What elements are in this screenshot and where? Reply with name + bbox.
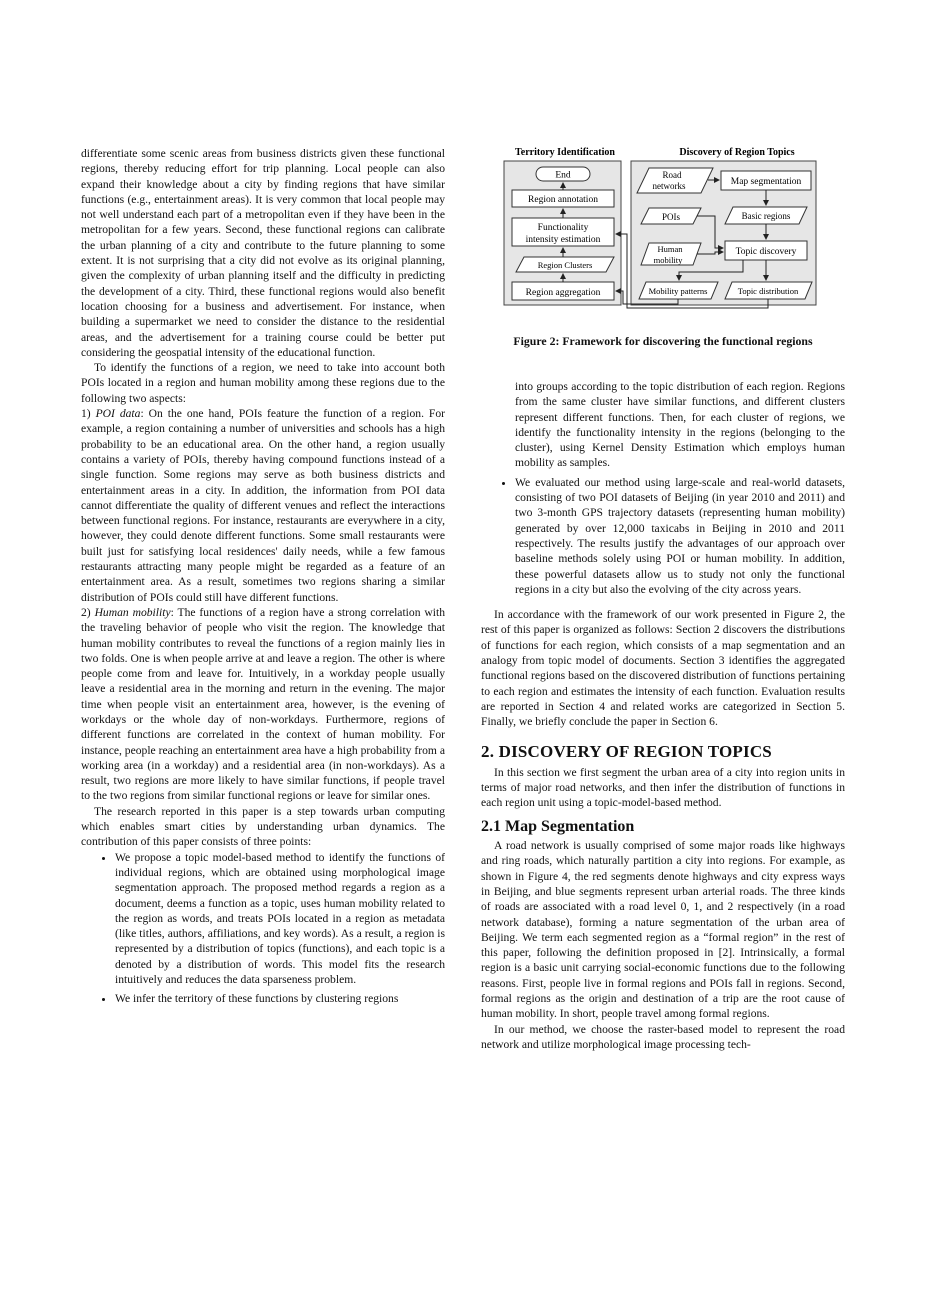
poi-data-text: : On the one hand, POIs feature the function of a region. For example, a region containing a number of universities and schools has a high probability to be an educational area. On the other hand, a region usually contains a variety of POIs, thereby having compound functions instead of a single function. Some regions may serve as both business districts and entertainment areas in a city. In addition, the information from POI data cannot differentiate the quality of different venues and reflect the interactions between functional regions. For instance, restaurants are everywhere in a city, however, they could denote different functions. Some small restaurants were built just for satisfying local residences' daily needs, while a few famous restaurants attracting many people might be regarded as a feature of an entertainment area. As a result, sometimes two regions sharing a similar distribution of POIs could still have different functions. <box>81 407 446 604</box>
topic-discovery-label: Topic discovery <box>735 247 797 257</box>
road-networks-label-2: networks <box>652 181 686 191</box>
region-annotation-label: Region annotation <box>528 195 598 205</box>
paragraph-contribution: The research reported in this paper is a step towards urban computing which enables smart cities by understanding urban dynamics. The contribution of this paper consists of three points: <box>81 804 445 849</box>
item-number: 2) <box>81 605 95 619</box>
framework-figure <box>503 144 823 312</box>
paragraph-human-mobility <box>81 605 445 804</box>
framework-diagram <box>503 144 823 312</box>
contribution-bullet-2: • We infer the territory of these functions by clustering regions <box>115 991 445 1006</box>
contribution-bullet-3: • We evaluated our method using large-scale and real-world datasets, consisting of two POI datasets of Beijing (in year 2010 and 2011) and two 3-month GPS trajectory datasets (representing human mobility) generated by over 12,000 taxicabs in Beijing in 2010 and 2011 respectively. The results justify the advantages of our approach over baseline methods solely using POI or human mobility. In addition, these powerful datasets allow us to study not only the functional regions in a city but also the evolving of the city across years. <box>515 475 845 597</box>
map-segmentation-label: Map segmentation <box>730 177 802 187</box>
discovery-region-topics-title: Discovery of Region Topics <box>679 147 795 158</box>
territory-identification-title: Territory Identification <box>515 147 615 158</box>
contribution-list-2 <box>481 475 845 597</box>
road-networks-label-1: Road <box>662 170 682 180</box>
contribution-bullet-2-continued: into groups according to the topic distribution of each region. Regions from the same cluster have similar functions, and different clusters represent different functions. Then, for each cluster of regions, we identify the functionality intensity in the regions (belonging to the cluster), using Kernel Density Estimation which employs human mobility as samples. <box>515 380 845 470</box>
paragraph-raster-model: In our method, we choose the raster-based model to represent the road network and utilize morphological image processing tech- <box>481 1022 845 1051</box>
human-mobility-label-1: Human <box>657 244 683 254</box>
right-column <box>481 379 845 1052</box>
item-number: 1) <box>81 407 96 421</box>
contribution-bullet-1: • We propose a topic model-based method to identify the functions of individual regions, which are obtained using morphological image segmentation approach. The proposed method regards a region as a document, deems a function as a topic, uses human mobility related to the region as words, and treats POIs located in a region as metadata (like titles, authors, affiliations, and key words). As a result, a region is represented by a distribution of topics (functions), and each topic is a denoted by a distribution of words. This model fits the research intuitively and reduces the data sparseness problem. <box>115 850 445 988</box>
region-aggregation-label: Region aggregation <box>525 288 601 298</box>
functionality-label-2: intensity estimation <box>525 235 601 245</box>
paragraph-section-2-intro: In this section we first segment the urban area of a city into region units in terms of major road networks, and then infer the distribution of functions in each region unit using a topic-model-based method. <box>481 765 845 810</box>
end-label: End <box>555 170 571 181</box>
term-poi-data: POI data <box>95 407 141 421</box>
term-human-mobility: Human mobility <box>94 605 171 619</box>
contribution-list <box>81 850 445 1007</box>
left-column <box>81 146 445 1011</box>
paragraph-poi-data <box>81 406 445 605</box>
pois-label: POIs <box>661 212 681 222</box>
topic-distribution-label: Topic distribution <box>737 286 799 296</box>
paragraph-identify-functions: To identify the functions of a region, we need to take into account both POIs located in a region and human mobility among these regions due to the following two aspects: <box>81 361 445 405</box>
paragraph-road-network: A road network is usually comprised of some major roads like highways and ring roads, which naturally partition a city into regions. For example, as shown in Figure 4, the red segments denote highways and city express ways in Beijing, and blue segments represent urban arterial roads. The three kinds of roads are associated with a road level 0, 1, and 2 respectively (in a road network database), forming a nature segmentation of the urban area of Beijing. We term each segmented region as a “formal region” in the rest of this paper, following the definition proposed in [2]. Intrinsically, a formal region is a basic unit carrying social-economic functions due to the following reasons. First, people live in formal regions and POIs fall in regions. Second, formal regions as the origin and destination of a trip are the root cause of human mobility. In short, people travel among formal regions. <box>481 839 845 1021</box>
figure-caption: Figure 2: Framework for discovering the functional regions <box>513 334 813 348</box>
mobility-patterns-label: Mobility patterns <box>648 286 708 296</box>
contribution-list-continued <box>481 379 845 471</box>
section-2-1-heading: 2.1 Map Segmentation <box>481 817 635 835</box>
human-mobility-label-2: mobility <box>653 255 683 265</box>
functionality-label-1: Functionality <box>537 223 589 233</box>
paragraph-intro-continued: differentiate some scenic areas from business districts given these functional regions, thereby reducing effort for trip planning. Local people can also expand their knowledge about a city by finding regions that have similar functions (e.g., entertainment areas). It is very common that local people may not well understand each part of a metropolitan even if they have been in the metropolitan for a few years. Second, these functional regions can calibrate the urban planning of a city and contribute to the future planning to some extent. It is not surprising that a city did not evolve as its original planning, given the complexity of urban planning itself and the difficulty in predicting the development of a city. Third, these functional regions would also benefit location choosing for a business and advertisement. For instance, when building a supermarket we need to consider the distance to the residential areas, and the advertisement for a training course could be better put considering the geospatial intensity of the educational function. <box>81 147 445 359</box>
region-clusters-label: Region Clusters <box>537 260 593 270</box>
paragraph-organization: In accordance with the framework of our work presented in Figure 2, the rest of this paper is organized as follows: Section 2 discovers the distributions of functions for each region, which consists of a map segmentation and an analogy from topic model of documents. Section 3 identifies the aggregated functional regions based on the discovered distribution of functions pertaining to each region and estimates the intensity of each function. Evaluation results are reported in Section 4 and related works are categorized in Section 5. Finally, we briefly conclude the paper in Section 6. <box>481 608 845 729</box>
section-2-heading: 2. DISCOVERY OF REGION TOPICS <box>481 741 772 761</box>
human-mobility-text: : The functions of a region have a strong correlation with the traveling behavior of people who visit the region. The knowledge that human mobility contributes to reveal the functions of a region mainly lies in two folds. One is when people arrive at and leave a region. The other is where people come from and leave for. Intuitively, in a workday people usually leave a residential area in the morning and return in the evening. The major time when people visit an entertainment area, however, is the evening of workdays or the whole day of non-workdays. Furthermore, regions of different functions are correlated in the context of human mobility. For instance, people reaching an entertainment area have a high probability from a working area (in a workday) and a residential area (in non-workdays). As a result, two regions are more likely to have similar functions, if people travel to the two regions from similar functional regions or leave for similar ones. <box>81 605 445 803</box>
basic-regions-label: Basic regions <box>741 211 791 221</box>
